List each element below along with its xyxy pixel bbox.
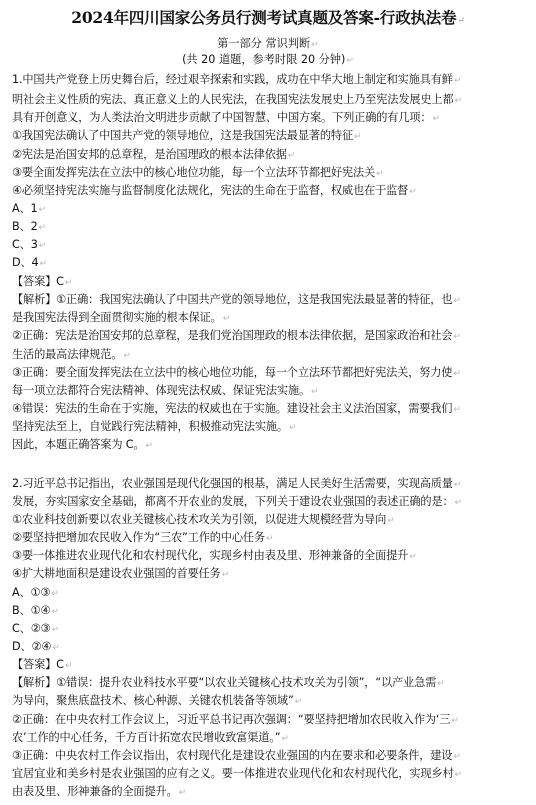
paragraph-mark-icon: ↵ xyxy=(287,151,296,161)
paragraph-mark-icon: ↵ xyxy=(453,752,461,762)
paragraph-mark-icon: ↵ xyxy=(222,314,231,324)
paragraph-mark-icon: ↵ xyxy=(311,387,319,397)
q2-analysis-line: 为导向，聚焦底盘技术、核心种源、关键农机装备等领域”↵ xyxy=(12,694,302,707)
q1-analysis-line: ④错误：宪法的生命在于实施，宪法的权威也在于实施。建设社会主义法治国家，需要我们↵ xyxy=(12,402,461,415)
paragraph-mark-icon: ↵ xyxy=(145,441,153,451)
paragraph-mark-icon: ↵ xyxy=(457,16,465,26)
paragraph-mark-icon: ↵ xyxy=(52,643,60,653)
q2-option-d: D、②④↵ xyxy=(12,640,60,653)
q2-analysis-line: 由表及里、形神兼备的全面提升。↵ xyxy=(12,785,186,798)
paragraph-mark-icon: ↵ xyxy=(453,76,462,86)
paragraph-mark-icon: ↵ xyxy=(38,241,47,251)
paragraph-mark-icon: ↵ xyxy=(294,697,302,707)
q2-analysis-line: 宜居宜业和美乡村是农业强国的应有之义。要一体推进农业现代化和农村现代化，实现乡村↵ xyxy=(12,767,462,780)
paragraph-mark-icon: ↵ xyxy=(453,405,461,415)
q1-analysis-line: 【解析】①正确：我国宪法确认了中国共产党的领导地位，这是我国宪法最显著的特征，也↵ xyxy=(12,293,461,306)
q1-conclusion: 因此，本题正确答案为 C。↵ xyxy=(12,438,153,451)
q2-option-b: B、①④↵ xyxy=(12,604,59,617)
paragraph-mark-icon: ↵ xyxy=(288,423,297,433)
q1-analysis-line: 每一项立法都符合宪法精神、体现宪法权威、保证宪法实施。↵ xyxy=(12,384,319,397)
q2-statement-2: ②要坚持把增加农民收入作为“三农”工作的中心任务↵ xyxy=(12,531,274,544)
q1-option-c: C、3↵ xyxy=(12,238,47,251)
paragraph-mark-icon: ↵ xyxy=(432,114,440,124)
paragraph-mark-icon: ↵ xyxy=(454,770,462,780)
section-note: (共 20 道题，参考时限 20 分钟)↵ xyxy=(182,53,354,66)
document-title: 2024年四川国家公务员行测考试真题及答案-行政执法卷↵ xyxy=(71,8,465,27)
paragraph-mark-icon: ↵ xyxy=(376,169,384,179)
paragraph-mark-icon: ↵ xyxy=(51,625,59,635)
q1-option-b: B、2↵ xyxy=(12,220,46,233)
paragraph-mark-icon: ↵ xyxy=(64,278,73,288)
paragraph-mark-icon: ↵ xyxy=(354,132,362,142)
q1-statement-4: ④必须坚持宪法实施与监督制度化法规化，宪法的生命在于监督，权威也在于监督↵ xyxy=(12,184,417,197)
q1-answer: 【答案】C↵ xyxy=(12,275,73,288)
q1-stem-line: 1.中国共产党登上历史舞台后，经过艰辛探索和实践，成功在中华大地上制定和实施具有鲜↵ xyxy=(12,73,462,86)
paragraph-mark-icon: ↵ xyxy=(387,516,395,526)
paragraph-mark-icon: ↵ xyxy=(51,607,59,617)
paragraph-mark-icon: ↵ xyxy=(437,679,445,689)
q1-analysis-line: ③正确：要全面发挥宪法在立法中的核心地位功能，每一个立法环节都把好宪法关，努力使↵ xyxy=(12,366,461,379)
q1-analysis-line: ②正确：宪法是治国安邦的总章程，是我们党治国理政的根本法律依据，是国家政治和社会↵ xyxy=(12,329,461,342)
q2-statement-4: ④扩大耕地面积是建设农业强国的首要任务↵ xyxy=(12,567,229,580)
paragraph-mark-icon: ↵ xyxy=(178,788,186,798)
paragraph-mark-icon: ↵ xyxy=(123,351,131,361)
q1-analysis-line: 是我国宪法得到全面贯彻实施的根本保证。↵ xyxy=(12,311,231,324)
q1-stem-line: 明社会主义性质的宪法、真正意义上的人民宪法，在我国宪法发展史上乃至宪法发展史上都↵ xyxy=(12,93,462,106)
q2-stem-line: 2.习近平总书记指出，农业强国是现代化强国的根基，满足人民美好生活需要，实现高质量↵ xyxy=(12,477,462,490)
q2-stem-line: 发展，夯实国家安全基础，都离不开农业的发展，下列关于建设农业强国的表述正确的是：↵ xyxy=(12,495,462,508)
q2-answer: 【答案】C↵ xyxy=(12,658,73,671)
paragraph-mark-icon: ↵ xyxy=(454,96,462,106)
paragraph-mark-icon: ↵ xyxy=(453,296,461,306)
paragraph-mark-icon: ↵ xyxy=(265,534,274,544)
q1-analysis-line: 坚持宪法至上，自觉践行宪法精神，积极推动宪法实施。↵ xyxy=(12,420,297,433)
paragraph-mark-icon: ↵ xyxy=(454,498,462,508)
q2-analysis-line: ②正确：在中央农村工作会议上，习近平总书记再次强调：“要坚持把增加农民收入作为‘三↵ xyxy=(12,713,459,726)
q1-statement-2: ②宪法是治国安邦的总章程，是治国理政的根本法律依据↵ xyxy=(12,148,296,161)
paragraph-mark-icon: ↵ xyxy=(38,205,46,215)
q2-option-c: C、②③↵ xyxy=(12,622,59,635)
paragraph-mark-icon: ↵ xyxy=(221,570,229,580)
paragraph-mark-icon: ↵ xyxy=(409,552,417,562)
paragraph-mark-icon: ↵ xyxy=(64,661,73,671)
q2-analysis-line: 【解析】①错误：提升农业科技水平要“以农业关键核心技术攻关为引领”，“以产业急需↵ xyxy=(12,676,445,689)
paragraph-mark-icon: ↵ xyxy=(51,589,59,599)
paragraph-mark-icon: ↵ xyxy=(451,716,459,726)
paragraph-mark-icon: ↵ xyxy=(38,223,46,233)
paragraph-mark-icon: ↵ xyxy=(281,734,289,744)
paragraph-mark-icon: ↵ xyxy=(311,40,319,50)
paragraph-mark-icon: ↵ xyxy=(453,480,462,490)
q1-statement-1: ①我国宪法确认了中国共产党的领导地位，这是我国宪法最显著的特征↵ xyxy=(12,129,362,142)
q1-option-a: A、1↵ xyxy=(12,202,46,215)
q2-statement-3: ③要一体推进农业现代化和农村现代化，实现乡村由表及里、形神兼备的全面提升↵ xyxy=(12,549,417,562)
q1-statement-3: ③要全面发挥宪法在立法中的核心地位功能，每一个立法环节都把好宪法关↵ xyxy=(12,166,384,179)
q2-analysis-line: 农’工作的中心任务，千方百计拓宽农民增收致富渠道。”↵ xyxy=(12,731,289,744)
q1-analysis-line: 生活的最高法律规范。↵ xyxy=(12,348,131,361)
paragraph-mark-icon: ↵ xyxy=(453,369,461,379)
paragraph-mark-icon: ↵ xyxy=(409,187,417,197)
q2-analysis-line: ③正确：中央农村工作会议指出，农村现代化是建设农业强国的内在要求和必要条件，建设↵ xyxy=(12,749,461,762)
paragraph-mark-icon: ↵ xyxy=(453,332,461,342)
paragraph-mark-icon: ↵ xyxy=(39,259,47,269)
q2-statement-1: ①农业科技创新要以农业关键核心技术攻关为引领，以促进大规模经营为导向↵ xyxy=(12,513,395,526)
q1-stem-line: 具有开创意义，为人类法治文明进步贡献了中国智慧、中国方案。下列正确的有几项：↵ xyxy=(12,111,440,124)
paragraph-mark-icon: ↵ xyxy=(346,56,354,66)
q1-option-d: D、4↵ xyxy=(12,256,47,269)
section-heading: 第一部分 常识判断↵ xyxy=(217,37,319,50)
q2-option-a: A、①③↵ xyxy=(12,586,59,599)
